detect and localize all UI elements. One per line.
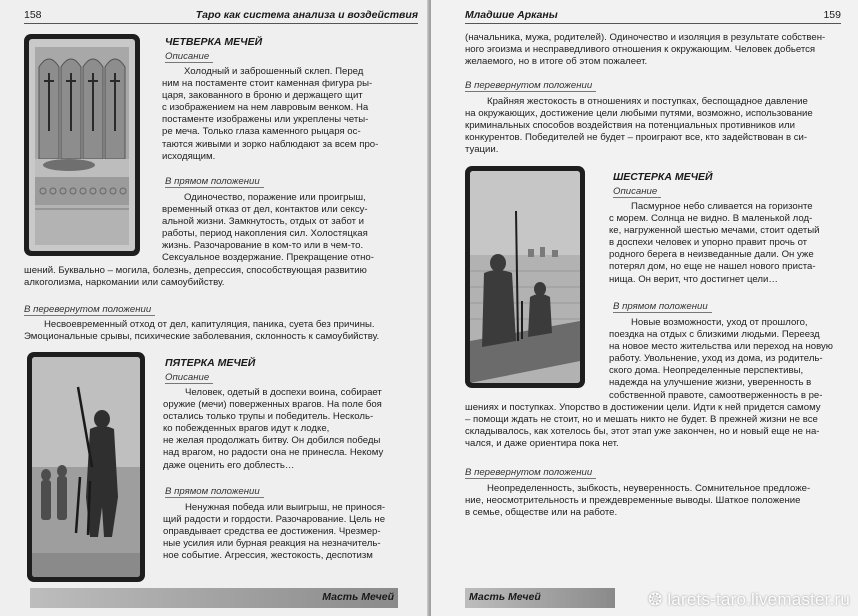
left-footer: Масть Мечей xyxy=(30,588,398,608)
six-swords-description-label: Описание xyxy=(613,186,661,197)
four-swords-reversed-label: В перевернутом положении xyxy=(24,304,155,315)
left-page-number: 158 xyxy=(24,9,42,21)
tarot-card-six-swords xyxy=(465,166,585,388)
watermark: ❂ larets-taro.livemaster.ru xyxy=(648,590,850,609)
five-swords-reversed-label: В перевернутом положении xyxy=(465,80,596,91)
four-swords-title: ЧЕТВЕРКА МЕЧЕЙ xyxy=(165,36,263,48)
right-header-title: Младшие Арканы xyxy=(465,9,558,21)
six-swords-reversed-label: В перевернутом положении xyxy=(465,467,596,478)
six-swords-reversed: Неопределенность, зыбкость, неуверенность. Сомнительное предложе- ние, неосмотрительность и преждевременные выводы. Шаткое положение в семье, обществе или на работе. xyxy=(465,483,811,519)
crypt-icon xyxy=(29,39,135,251)
four-swords-upright-label: В прямом положении xyxy=(165,176,264,187)
right-page-header xyxy=(465,8,841,24)
warrior-icon xyxy=(32,357,140,577)
six-swords-upright: Новые возможности, уход от прошлого, поездка на отдых с близкими людьми. Переезд на новое место жительства или переход на новую работу. Увольнение, уход из дома, из родитель- ского дома. Неопределенные перспективы, надежда на улучшение жизни, уверенность в собственной правоте, самоотверженность в ре- xyxy=(609,317,833,401)
six-swords-description: Пасмурное небо сливается на горизонте с морем. Солнца не видно. В маленькой лод- ке, нагруженной шестью мечами, стоит одетый в доспехи человек и упорно правит прочь от родного берега в неизведанные дали. Он уже потерял дом, но еще не нашел нового приста- нища. Он верит, что достигнет цели… xyxy=(609,201,820,285)
right-footer: Масть Мечей xyxy=(465,588,615,608)
five-swords-description: Человек, одетый в доспехи воина, собирает оружие (мечи) поверженных врагов. На поле боя остались только трупы и победитель. Несколь- ко побежденных врагов идут к лодке, не желая продолжать битву. Он добился победы над врагом, но радости она не принесла. Некому даже оценить его доблесть… xyxy=(163,387,384,471)
boat-icon xyxy=(470,171,580,383)
four-swords-description-label: Описание xyxy=(165,51,213,62)
four-swords-reversed: Несвоевременный отход от дел, капитуляция, паника, суета без причины. Эмоциональные срывы, психические заболевания, склонность к самоубийству. xyxy=(24,319,380,343)
six-swords-title: ШЕСТЕРКА МЕЧЕЙ xyxy=(613,171,713,183)
five-swords-reversed: Крайняя жестокость в отношениях и поступках, беспощадное давление на окружающих, достижение цели любыми путями, возможно, использование криминальных способов воздействия на потенциальных противников или конкурентов. Победителей не будет – проиграют все, кто задействован в си- туации. xyxy=(465,96,813,156)
four-swords-description: Холодный и заброшенный склеп. Перед ним на постаменте стоит каменная фигура ры- царя, закованного в броню и держащего щит с изображением на нем лавровым венком. На постаменте изображены или укреплены четы- ре меча. Только глаза каменного рыцаря ос- таются живыми и зорко наблюдают за всем про- исходящим. xyxy=(162,66,379,162)
left-header-title: Таро как система анализа и воздействия xyxy=(195,9,418,21)
five-swords-description-label: Описание xyxy=(165,372,213,383)
right-page xyxy=(431,0,858,616)
six-swords-upright-label: В прямом положении xyxy=(613,301,712,312)
five-swords-title: ПЯТЕРКА МЕЧЕЙ xyxy=(165,357,256,369)
right-page-number: 159 xyxy=(823,9,841,21)
tarot-card-four-swords xyxy=(24,34,140,256)
watermark-logo-icon: ❂ xyxy=(648,590,668,609)
four-swords-continued: (начальника, мужа, родителей). Одиночество и изоляция в результате собствен- ного эгоизма и несправедливого отношения к окружающим. Человек добьется желаемого, но в итоге об этом пожалеет. xyxy=(465,32,826,68)
five-swords-illustration xyxy=(32,357,140,577)
left-page-header xyxy=(24,8,418,24)
four-swords-upright-continued: шений. Буквально – могила, болезнь, депрессия, способствующая развитию алкоголизма, наркомании или самоубийству. xyxy=(24,265,367,289)
four-swords-illustration xyxy=(29,39,135,251)
six-swords-illustration xyxy=(470,171,580,383)
five-swords-upright-label: В прямом положении xyxy=(165,486,264,497)
four-swords-upright: Одиночество, поражение или проигрыш, временный отказ от дел, контактов или сексу- альной жизни. Замкнутость, отдых от забот и работы, период накопления сил. Холостяцкая жизнь. Разочарование в ком-то или в чем-то. Сексуальное воздержание. Прекращение отно- xyxy=(162,192,374,264)
tarot-card-five-swords xyxy=(27,352,145,582)
five-swords-upright: Ненужная победа или выигрыш, не принося- щий радости и гордости. Разочарование. Цель не оправдывает средства ее достижения. Чрезмер- ные усилия или бурная реакция на незначитель- ное событие. Агрессия, жестокость, деспотизм xyxy=(163,502,386,562)
six-swords-upright-continued: шениях и поступках. Упорство в достижении цели. Идти к ней придется самому – помощи ждать не стоит, но и мешать никто не будет. В прежней жизни не все складывалось, как хотелось бы, этот этап уже закончен, но и новый еще не на- чался, и даже ориентира пока нет. xyxy=(465,402,821,450)
